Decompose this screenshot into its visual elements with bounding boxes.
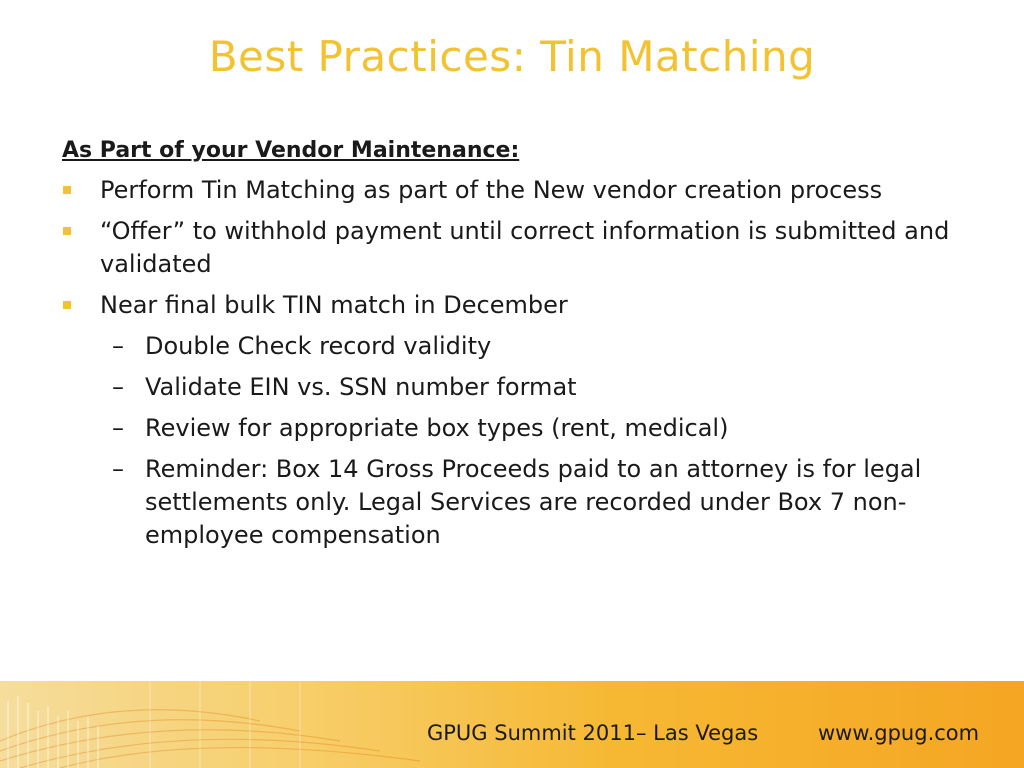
dash-marker: – [112,332,124,360]
footer-event-text: GPUG Summit 2011– Las Vegas [427,721,759,745]
bullet-item [62,174,962,207]
sub-bullet-text: Validate EIN vs. SSN number format [145,373,577,401]
square-bullet-icon [63,227,71,235]
square-bullet-icon [63,186,71,194]
section-heading: As Part of your Vendor Maintenance: [62,138,520,163]
slide-title: Best Practices: Tin Matching [208,32,816,81]
sub-bullet-item [62,330,962,363]
bullet-item [62,289,962,322]
dash-marker: – [112,373,124,401]
bullet-item [62,215,962,281]
sub-bullet-text: Review for appropriate box types (rent, medical) [145,414,729,442]
sub-bullet-text: Reminder: Box 14 Gross Proceeds paid to an attorney is for legal settlements only. Legal Services are recorded under Box 7 non-employee compensation [145,455,922,549]
sub-bullet-text: Double Check record validity [145,332,492,360]
footer-banner [0,681,1024,768]
dash-marker: – [112,455,124,483]
bullet-text: Near final bulk TIN match in December [100,291,568,319]
sub-bullet-item [62,453,962,552]
sub-bullet-item [62,371,962,404]
bullet-text: Perform Tin Matching as part of the New vendor creation process [100,176,883,204]
sub-bullet-item [62,412,962,445]
bullet-text: “Offer” to withhold payment until correct information is submitted and validated [100,217,950,278]
slide-body [62,134,962,560]
dash-marker: – [112,414,124,442]
square-bullet-icon [63,301,71,309]
footer-website-link[interactable]: www.gpug.com [818,721,980,745]
